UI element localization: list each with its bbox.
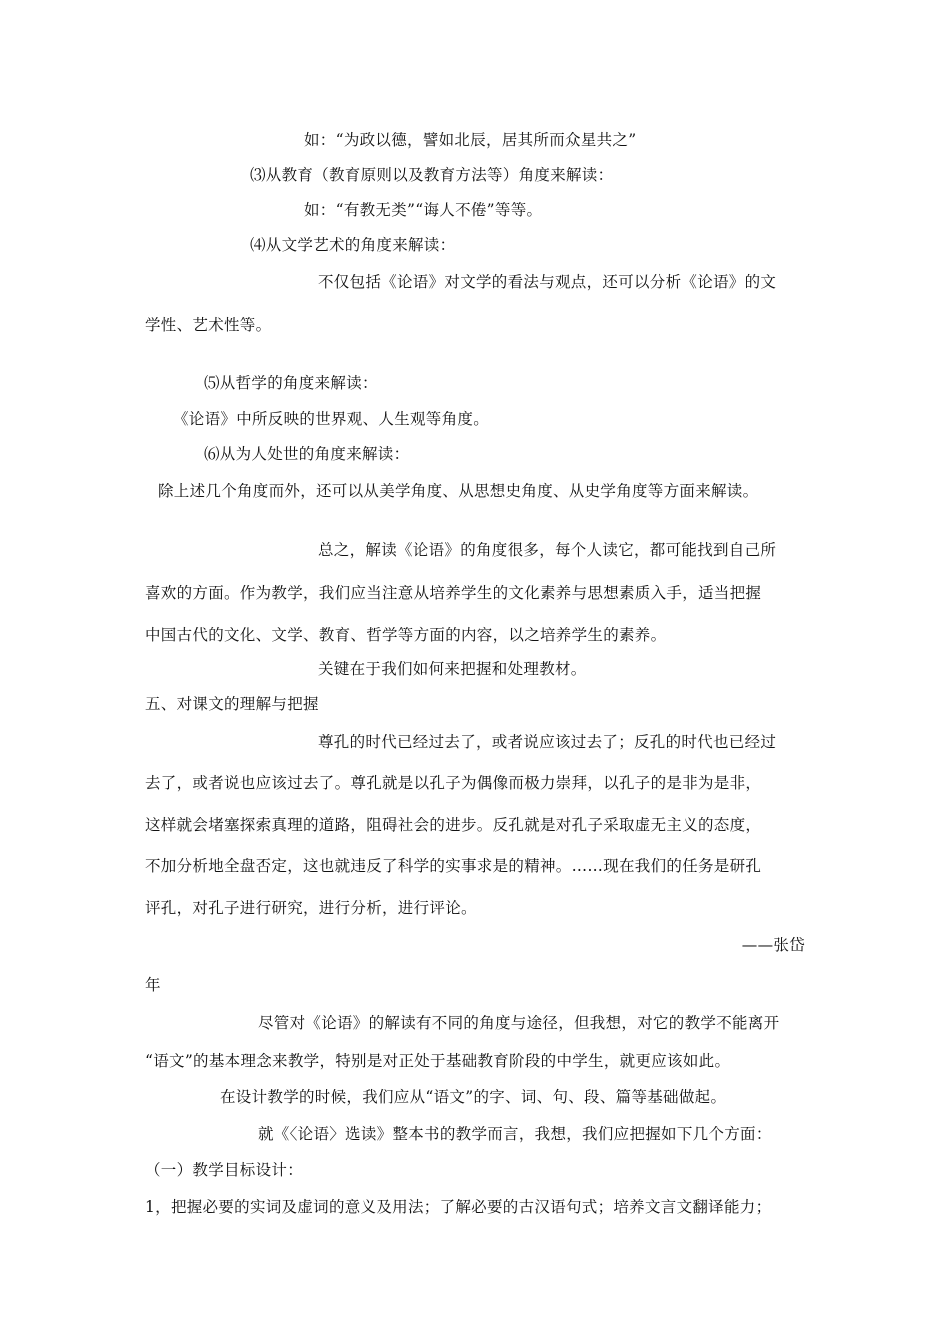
section-heading: 五、对课文的理解与把握 bbox=[145, 695, 319, 713]
text-line: “语文”的基本理念来教学，特别是对正处于基础教育阶段的中学生，就更应该如此。 bbox=[145, 1052, 731, 1070]
text-line: ⑹从为人处世的角度来解读： bbox=[204, 445, 410, 463]
text-line: ⑶从教育（教育原则以及教育方法等）角度来解读： bbox=[250, 166, 614, 184]
text-line: 尽管对《论语》的解读有不同的角度与途径，但我想，对它的教学不能离开 bbox=[258, 1014, 780, 1032]
text-line: 尊孔的时代已经过去了，或者说应该过去了；反孔的时代也已经过 bbox=[318, 733, 777, 751]
text-line: 评孔，对孔子进行研究，进行分析，进行评论。 bbox=[145, 899, 477, 917]
citation-author: ——张岱 bbox=[741, 936, 805, 954]
text-line: 《论语》中所反映的世界观、人生观等角度。 bbox=[173, 410, 490, 428]
text-line: 总之，解读《论语》的角度很多，每个人读它，都可能找到自己所 bbox=[318, 541, 777, 559]
text-line: 除上述几个角度而外，还可以从美学角度、从思想史角度、从史学角度等方面来解读。 bbox=[158, 482, 759, 500]
text-line: 不仅包括《论语》对文学的看法与观点，还可以分析《论语》的文 bbox=[318, 273, 777, 291]
text-line: 去了，或者说也应该过去了。尊孔就是以孔子为偶像而极力崇拜，以孔子的是非为是非， bbox=[145, 774, 762, 792]
text-line: ⑸从哲学的角度来解读： bbox=[204, 374, 378, 392]
text-line: 如：“有教无类”“诲人不倦”等等。 bbox=[304, 201, 543, 219]
text-line: 学性、艺术性等。 bbox=[145, 316, 272, 334]
text-line: 喜欢的方面。作为教学，我们应当注意从培养学生的文化素养与思想素质入手，适当把握 bbox=[145, 584, 762, 602]
text-line: 中国古代的文化、文学、教育、哲学等方面的内容，以之培养学生的素养。 bbox=[145, 626, 667, 644]
text-line: 不加分析地全盘否定，这也就违反了科学的实事求是的精神。……现在我们的任务是研孔 bbox=[145, 857, 762, 875]
text-line: ⑷从文学艺术的角度来解读： bbox=[250, 236, 456, 254]
text-line: 如：“为政以德，譬如北辰，居其所而众星共之” bbox=[304, 131, 637, 149]
text-line: 这样就会堵塞探索真理的道路，阻碍社会的进步。反孔就是对孔子采取虚无主义的态度， bbox=[145, 816, 762, 834]
list-item: 1，把握必要的实词及虚词的意义及用法；了解必要的古汉语句式；培养文言文翻译能力； bbox=[145, 1198, 772, 1216]
text-line: 在设计教学的时候，我们应从“语文”的字、词、句、段、篇等基础做起。 bbox=[220, 1088, 727, 1106]
text-line: 关键在于我们如何来把握和处理教材。 bbox=[318, 660, 587, 678]
text-line: 就《〈论语〉选读》整本书的教学而言，我想，我们应把握如下几个方面： bbox=[258, 1125, 772, 1143]
subsection-heading: （一）教学目标设计： bbox=[145, 1161, 304, 1179]
citation-author-continued: 年 bbox=[145, 976, 161, 994]
